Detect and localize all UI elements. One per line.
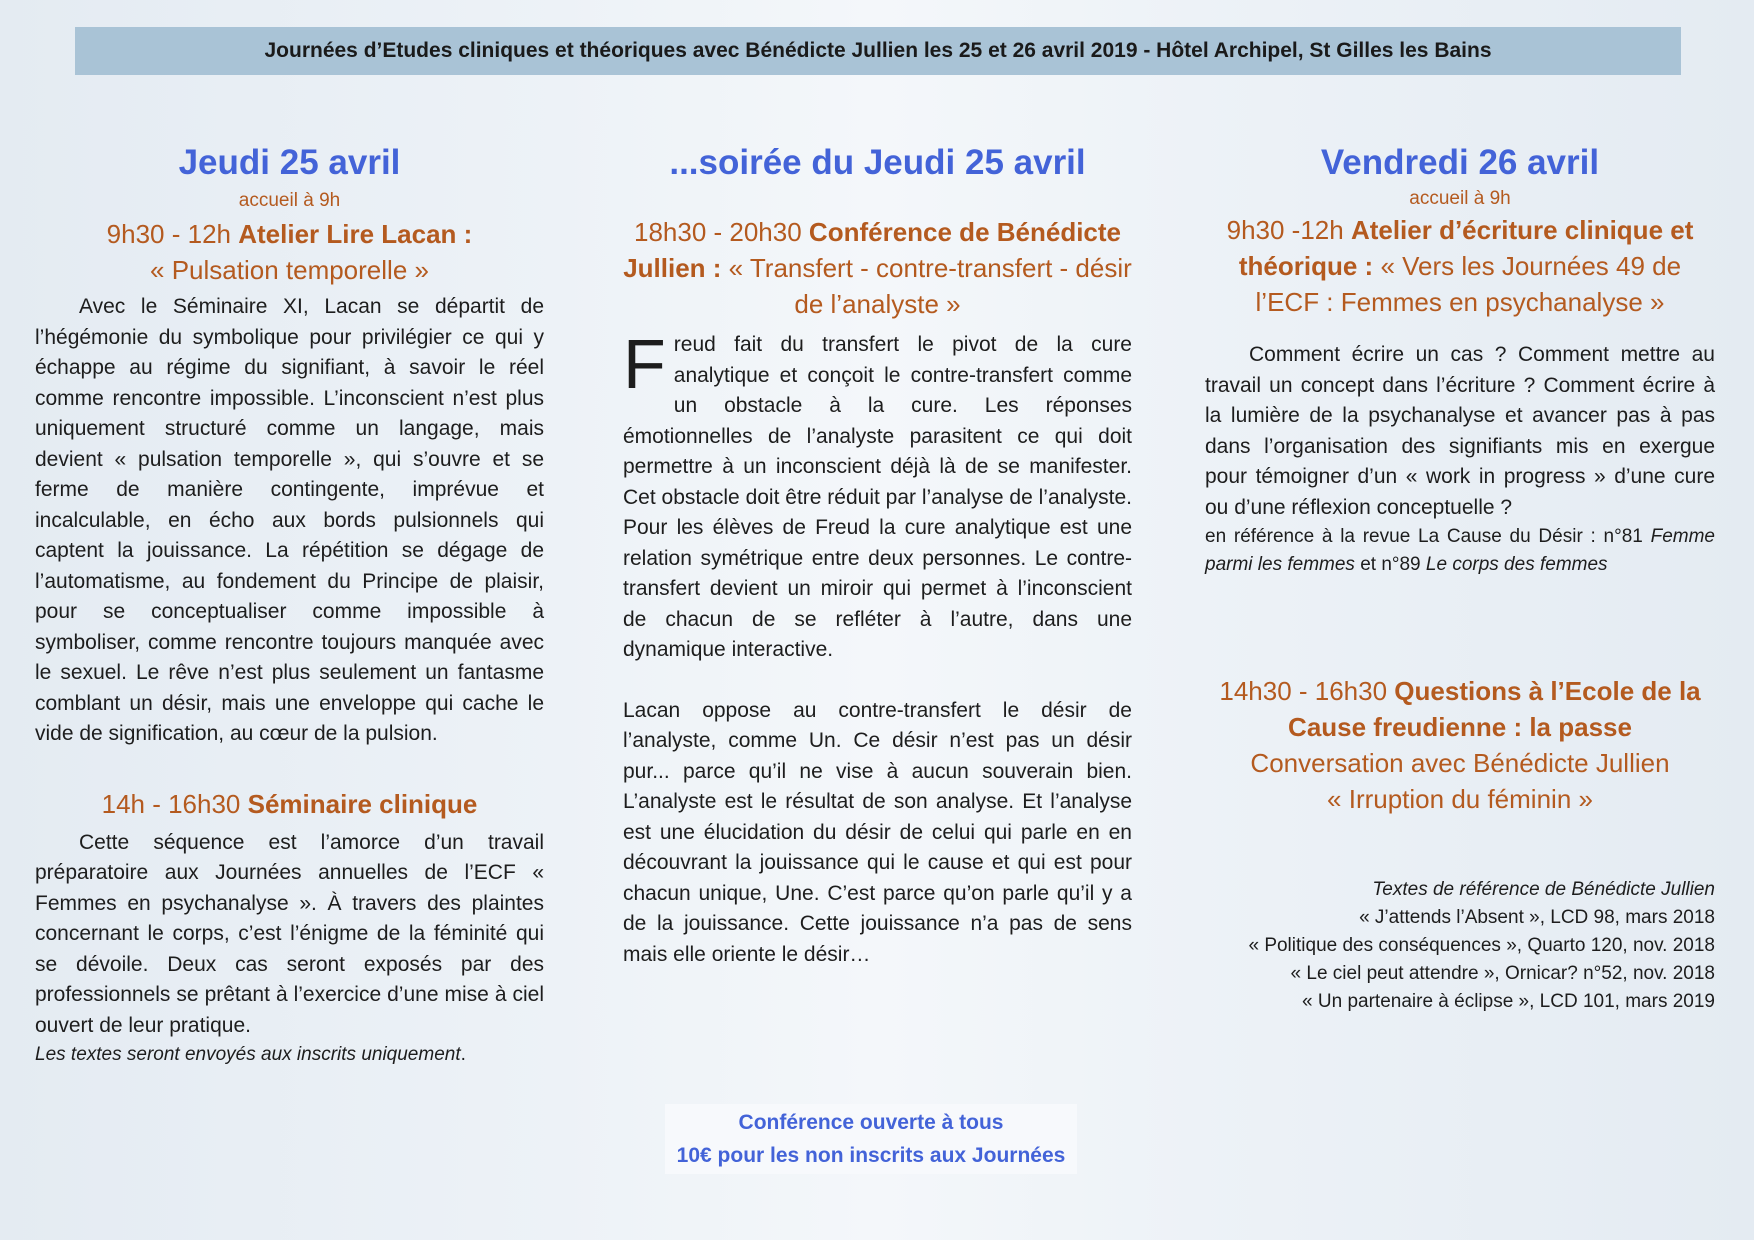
session-time: 18h30 - 20h30 xyxy=(633,217,809,247)
ref-mid: et n°89 xyxy=(1354,554,1426,575)
session-heading xyxy=(35,216,544,288)
column-friday xyxy=(1205,140,1715,1016)
ref-intro: en référence à la revue La Cause du Désir : n°81 xyxy=(1205,526,1651,547)
reference-item: « J’attends l’Absent », LCD 98, mars 2018 xyxy=(1359,907,1715,928)
day-title: Jeudi 25 avril xyxy=(178,143,401,182)
reference-line xyxy=(1205,523,1715,579)
note-end: . xyxy=(460,1044,466,1065)
column-thursday-evening xyxy=(623,140,1132,970)
column-thursday xyxy=(35,140,544,1069)
conference-text xyxy=(623,325,1132,666)
session-heading xyxy=(1205,212,1715,320)
session-subtitle: « Transfert - contre-transfert - désir de l’analyste » xyxy=(721,253,1132,319)
paragraph: reud fait du transfert le pivot de la cure analytique et conçoit le contre-transfert comme un obstacle à la cure. Les réponses émotionnelles de l’analyste parasitent ce qui doit permettre à un inconscient déjà là de se manifester. Cet obstacle doit être réduit par l’analyse de l’analyste. Pour les élèves de Freud la cure analytique est une relation symétrique entre deux personnes. Le contre-transfert devient un miroir qui permet à l’inconscient de chacun de se refléter à l’autre, dans une dynamique interactive. xyxy=(623,333,1132,661)
session-description: Avec le Séminaire XI, Lacan se départit de l’hégémonie du symbolique pour privilégier ce qui y échappe au régime du signifiant, à savoir le réel comme rencontre impossible. L’inconscient n’est plus uniquement structuré comme un langage, mais devient « pulsation temporelle », qui s’ouvre et se ferme de manière contingente, imprévue et incalculable, en écho aux bords pulsionnels qui captent la jouissance. La répétition se dégage de l’automatisme, au fondement du Principe de plaisir, pour se conceptualiser comme impossible à symboliser, comme rencontre toujours manquée avec le sexuel. Le rêve n’est plus seulement un fantasme comblant un désir, mais une enveloppe qui cache le vide de signification, au cœur de la pulsion. xyxy=(35,295,544,745)
reference-item: « Un partenaire à éclipse », LCD 101, mars 2019 xyxy=(1302,991,1715,1012)
session-description: Comment écrire un cas ? Comment mettre au travail un concept dans l’écriture ? Comment écrire à la lumière de la psychanalyse et avancer pas à pas dans l’organisation des signifiants mis en exergue pour témoigner d’un « work in progress » d’une cure ou d’une réflexion conceptuelle ? xyxy=(1205,343,1715,519)
session-subtitle: Conversation avec Bénédicte Jullien xyxy=(1250,748,1670,778)
session-time: 14h30 - 16h30 xyxy=(1219,676,1395,706)
welcome-time: accueil à 9h xyxy=(238,190,341,211)
session-title: Séminaire clinique xyxy=(247,788,478,819)
note-text: Les textes seront envoyés aux inscrits uniquement xyxy=(35,1044,461,1065)
references-title: Textes de référence de Bénédicte Jullien xyxy=(1372,879,1715,900)
ref-title: Femme parmi les femmes xyxy=(1205,526,1715,575)
day-title: Vendredi 26 avril xyxy=(1320,143,1600,182)
session-subtitle: « Vers les Journées 49 de l’ECF : Femmes en psychanalyse » xyxy=(1255,251,1682,317)
ref-title: Le corps des femmes xyxy=(1425,554,1608,575)
session-description: Cette séquence est l’amorce d’un travail préparatoire aux Journées annuelles de l’ECF « Femmes en psychanalyse ». À travers des plaintes concernant le corps, c’est l’énigme de la féminité qui se dévoile. Deux cas seront exposés par des professionnels se prêtant à l’exercice d’une mise à ciel ouvert de leur pratique. xyxy=(35,830,544,1037)
session-heading xyxy=(623,214,1132,322)
conference-notice xyxy=(665,1104,1077,1174)
reference-item: « Politique des conséquences », Quarto 120, nov. 2018 xyxy=(1248,935,1715,956)
session-time: 14h - 16h30 xyxy=(101,788,248,819)
session-note xyxy=(35,1041,544,1069)
paragraph: Lacan oppose au contre-transfert le désir de l’analyste, comme Un. Ce désir n’est pas un désir pur... parce qu’il ne vise à aucun souverain bien. L’analyste est le résultat de son analyse. Et l’analyse est une élucidation du désir de celui qui parle en en découvrant la jouissance qui le cause et qui est pour chacun unique, Une. C’est parce qu’on parle qu’il y a de la jouissance. Cette jouissance n’a pas de sens mais elle oriente le désir… xyxy=(623,698,1132,966)
session-title: Atelier d’écriture clinique et théorique : xyxy=(1238,215,1694,281)
session-heading xyxy=(1205,673,1715,817)
session-time: 9h30 - 12h xyxy=(106,219,239,249)
notice-line: Conférence ouverte à tous xyxy=(738,1111,1004,1134)
session-title: Questions à l’Ecole de la Cause freudienne : la passe xyxy=(1288,676,1701,742)
session-time: 9h30 -12h xyxy=(1226,215,1351,245)
session-title: Conférence de Bénédicte Jullien : xyxy=(623,217,1122,283)
reference-item: « Le ciel peut attendre », Ornicar? n°52, nov. 2018 xyxy=(1290,963,1715,984)
welcome-time: accueil à 9h xyxy=(1409,188,1511,209)
references-block xyxy=(1205,875,1715,1016)
session-title: Atelier Lire Lacan : xyxy=(238,219,473,249)
session-subtitle: « Pulsation temporelle » xyxy=(150,255,429,285)
header-banner: Journées d’Etudes cliniques et théoriques avec Bénédicte Jullien les 25 et 26 avril 2019 - Hôtel Archipel, St Gilles les Bains xyxy=(75,27,1681,75)
notice-line: 10€ pour les non inscrits aux Journées xyxy=(676,1144,1066,1167)
drop-cap: F xyxy=(623,325,666,403)
session-heading xyxy=(35,786,544,822)
session-subtitle: « Irruption du féminin » xyxy=(1327,784,1593,814)
day-title: ...soirée du Jeudi 25 avril xyxy=(669,143,1086,182)
